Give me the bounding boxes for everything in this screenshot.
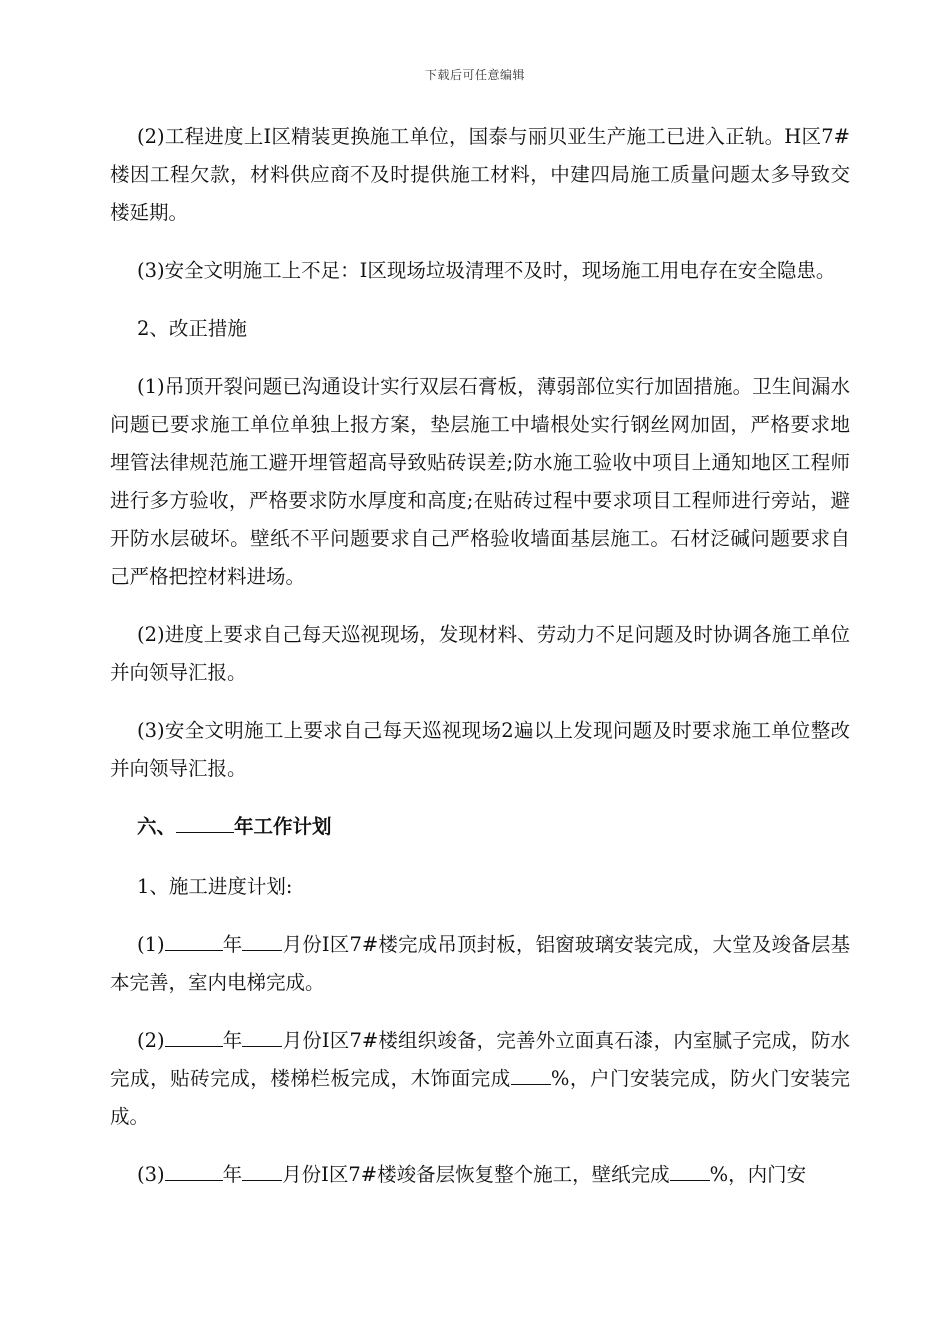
- paragraph-progress-issues: (2)工程进度上Ⅰ区精装更换施工单位，国泰与丽贝亚生产施工已进入正轨。H区7#楼因工程欠款，材料供应商不及时提供施工材料，中建四局施工质量问题太多导致交楼延期。: [110, 125, 850, 224]
- year-blank: [165, 1160, 223, 1181]
- paragraph-ceiling-measures: (1)吊顶开裂问题已沟通设计实行双层石膏板，薄弱部位实行加固措施。卫生间漏水问题已要求施工单位单独上报方案，垫层施工中墙根处实行钢丝网加固，严格要求地埋管法律规范施工避开埋管超高导致贴砖误差;防水施工验收中项目上通知地区工程师进行多方验收，严格要求防水厚度和高度;在贴砖过程中要求项目工程师进行旁站，避开防水层破坏。壁纸不平问题要求自己严格验收墙面基层施工。石材泛碱问题要求自己严格把控材料进场。: [110, 375, 850, 588]
- month-blank: [242, 930, 282, 951]
- paragraph-progress-measures: (2)进度上要求自己每天巡视现场，发现材料、劳动力不足问题及时协调各施工单位并向领导汇报。: [110, 623, 850, 684]
- section-corrective-measures: 2、改正措施: [137, 317, 247, 340]
- section-schedule-plan: 1、施工进度计划:: [137, 875, 293, 898]
- month-blank: [242, 1160, 282, 1181]
- document-body: [110, 118, 850, 1214]
- paragraph-safety-measures: (3)安全文明施工上要求自己每天巡视现场2遍以上发现问题及时要求施工单位整改并向领导汇报。: [110, 719, 850, 780]
- percent-blank: [670, 1160, 710, 1181]
- percent-blank: [511, 1064, 551, 1085]
- month-blank: [242, 1026, 282, 1047]
- year-blank: [165, 1026, 223, 1047]
- paragraph-plan-2: (2) 年 月份Ⅰ区7#楼组织竣备，完善外立面真石漆，内室腻子完成，防水完成，贴砖完成，楼梯栏板完成，木饰面完成 %，户门安装完成，防火门安装完成。: [110, 1022, 850, 1136]
- paragraph-plan-1: (1) 年 月份Ⅰ区7#楼完成吊顶封板，铝窗玻璃安装完成，大堂及竣备层基本完善，室内电梯完成。: [110, 926, 850, 1002]
- year-blank: [165, 930, 223, 951]
- year-blank: [176, 812, 234, 833]
- paragraph-plan-3: (3) 年 月份Ⅰ区7#楼竣备层恢复整个施工，壁纸完成 %，内门安: [110, 1156, 850, 1194]
- heading-work-plan: 六、 年工作计划: [110, 808, 850, 846]
- page-header: 下载后可任意编辑: [424, 68, 525, 82]
- paragraph-safety-issues: (3)安全文明施工上不足：Ⅰ区现场垃圾清理不及时，现场施工用电存在安全隐患。: [137, 259, 836, 282]
